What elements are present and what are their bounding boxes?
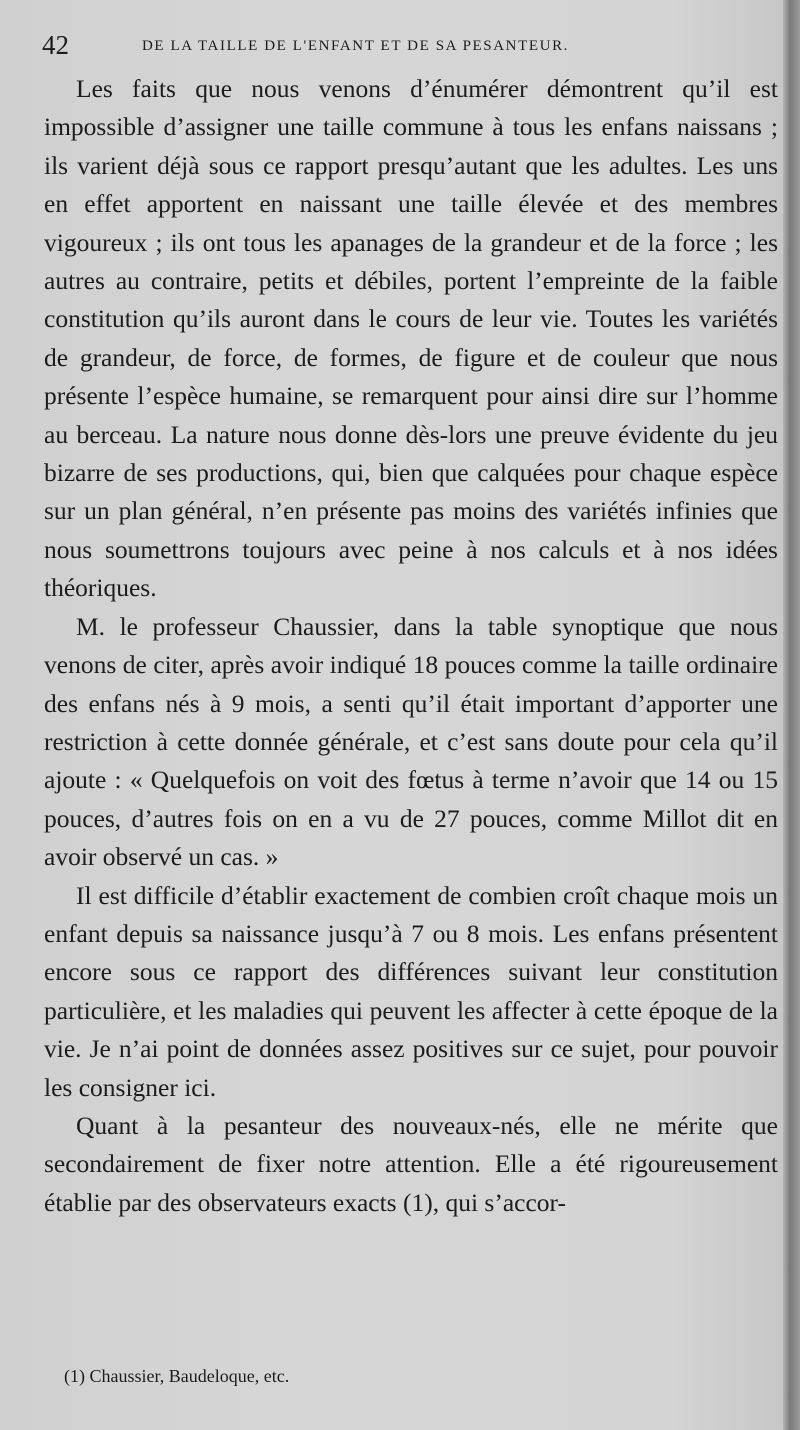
paragraph-2: M. le professeur Chaussier, dans la table synoptique que nous venons de citer, après avoir indiqué 18 pouces comme la taille ordinaire des enfans nés à 9 mois, a senti qu’il était important d’apporter une restriction à cette donnée générale, et c’est sans doute pour cela qu’il ajoute : « Quelquefois on voit des fœtus à terme n’avoir que 14 ou 15 pouces, d’autres fois on en a vu de 27 pouces, comme Millot dit en avoir observé un cas. » (44, 611, 778, 872)
paragraph-4: Quant à la pesanteur des nouveaux-nés, elle ne mérite que secondairement de fixer notre attention. Elle a été rigoureusement établie par des observateurs exacts (1), qui s’accor- (44, 1110, 778, 1217)
page-header (40, 28, 780, 62)
page-number: 42 (42, 30, 69, 60)
paragraph-3: Il est difficile d’établir exactement de combien croît chaque mois un enfant depuis sa naissance jusqu’à 7 ou 8 mois. Les enfans présentent encore sous ce rapport des différences suivant leur constitution particulière, et les maladies qui peuvent les affecter à cette époque de la vie. Je n’ai point de données assez positives sur ce sujet, pour pouvoir les consigner ici. (44, 880, 778, 1102)
footnote: (1) Chaussier, Baudeloque, etc. (64, 1366, 290, 1386)
body-text (44, 70, 778, 1222)
paragraph-1: Les faits que nous venons d’énumérer démontrent qu’il est impossible d’assigner une taille commune à tous les enfans naissans ; ils varient déjà sous ce rapport presqu’autant que les adultes. Les uns en effet apportent en naissant une taille élevée et des membres vigoureux ; ils ont tous les apanages de la grandeur et de la force ; les autres au contraire, petits et débiles, portent l’empreinte de la faible constitution qu’ils auront dans le cours de leur vie. Toutes les variétés de grandeur, de force, de formes, de figure et de couleur que nous présente l’espèce humaine, se remarquent pour ainsi dire sur l’homme au berceau. La nature nous donne dès-lors une preuve évidente du jeu bizarre de ses productions, qui, bien que calquées pour chaque espèce sur un plan général, n’en présente pas moins des variétés infinies que nous soumettrons toujours avec peine à nos calculs et à nos idées théoriques. (44, 74, 778, 603)
page-edge-shadow (783, 0, 800, 1430)
running-head: DE LA TAILLE DE L'ENFANT ET DE SA PESANTEUR. (142, 38, 570, 54)
